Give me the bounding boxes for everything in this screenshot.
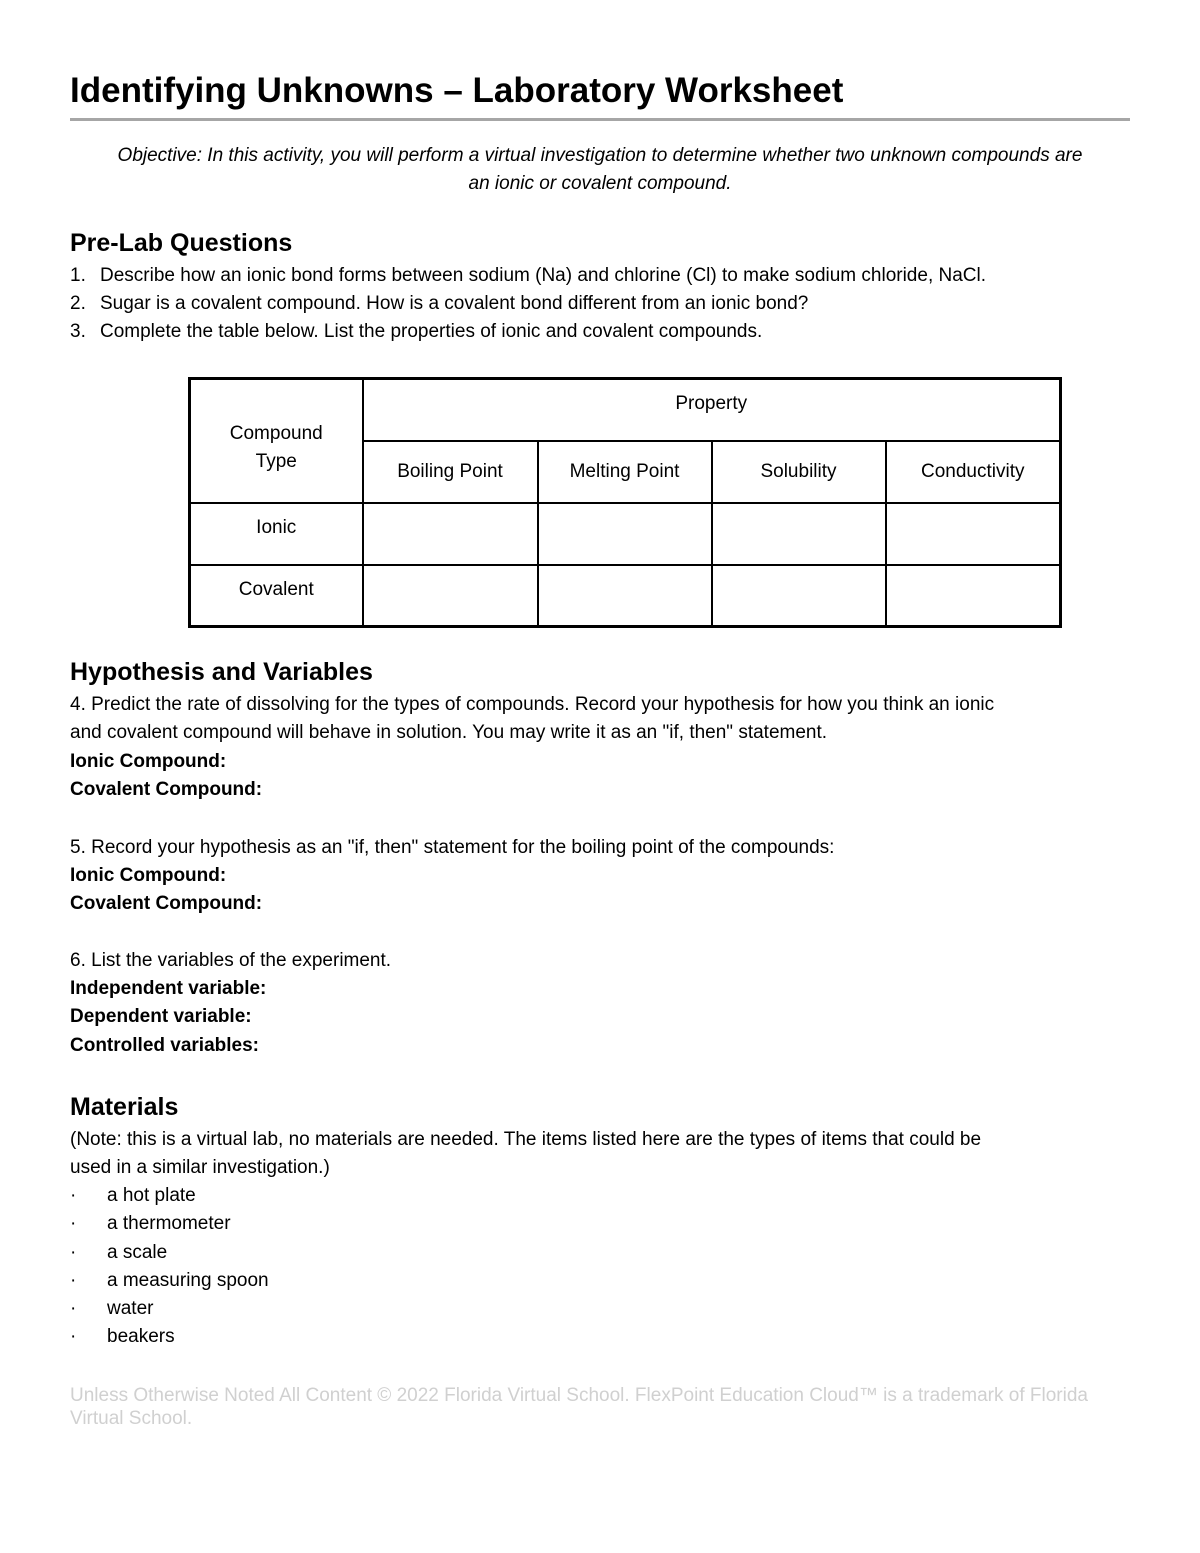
table-cell[interactable] bbox=[712, 565, 886, 627]
prelab-question bbox=[70, 262, 986, 290]
list-item bbox=[70, 1210, 231, 1238]
list-item bbox=[70, 1267, 269, 1295]
properties-table bbox=[188, 377, 1062, 628]
question-text: Complete the table below. List the properties of ionic and covalent compounds. bbox=[100, 321, 763, 342]
question-text: Describe how an ionic bond forms between sodium (Na) and chlorine (Cl) to make sodium chloride, NaCl. bbox=[100, 265, 987, 286]
q4-covalent-label: Covalent Compound: bbox=[70, 779, 263, 800]
bullet-icon: · bbox=[70, 1185, 77, 1206]
material-item: beakers bbox=[107, 1326, 175, 1347]
prelab-heading: Pre-Lab Questions bbox=[70, 229, 293, 257]
page-title: Identifying Unknowns – Laboratory Worksheet bbox=[70, 71, 844, 110]
property-group-header: Property bbox=[363, 379, 1061, 441]
list-item bbox=[70, 1182, 196, 1210]
question-4-line-1: 4. Predict the rate of dissolving for the types of compounds. Record your hypothesis for how you think an ionic bbox=[70, 694, 995, 715]
question-number: 2. bbox=[70, 293, 86, 314]
prelab-question bbox=[70, 318, 762, 346]
table-cell[interactable] bbox=[538, 565, 712, 627]
column-header-melting-point: Melting Point bbox=[538, 441, 712, 503]
hypothesis-heading: Hypothesis and Variables bbox=[70, 658, 373, 686]
materials-note-line-1: (Note: this is a virtual lab, no materials are needed. The items listed here are the types of items that could be bbox=[70, 1129, 982, 1150]
bullet-icon: · bbox=[70, 1242, 77, 1263]
material-item: a scale bbox=[107, 1242, 168, 1263]
question-5: 5. Record your hypothesis as an "if, then" statement for the boiling point of the compounds: bbox=[70, 837, 835, 858]
q5-covalent-label: Covalent Compound: bbox=[70, 893, 263, 914]
bullet-icon: · bbox=[70, 1270, 77, 1291]
question-number: 3. bbox=[70, 321, 86, 342]
table-cell[interactable] bbox=[363, 565, 538, 627]
compound-type-header: Compound Type bbox=[190, 379, 363, 503]
table-cell[interactable] bbox=[886, 503, 1061, 565]
question-6: 6. List the variables of the experiment. bbox=[70, 950, 392, 971]
bullet-icon: · bbox=[70, 1213, 77, 1234]
independent-variable-label: Independent variable: bbox=[70, 978, 267, 999]
table-row bbox=[190, 565, 1061, 627]
material-item: a thermometer bbox=[107, 1213, 231, 1234]
row-label-covalent: Covalent bbox=[190, 565, 363, 627]
list-item bbox=[70, 1239, 167, 1267]
list-item bbox=[70, 1295, 153, 1323]
question-text: Sugar is a covalent compound. How is a covalent bond different from an ionic bond? bbox=[100, 293, 809, 314]
table-cell[interactable] bbox=[363, 503, 538, 565]
controlled-variables-label: Controlled variables: bbox=[70, 1035, 259, 1056]
question-4-line-2: and covalent compound will behave in solution. You may write it as an "if, then" statement. bbox=[70, 722, 828, 743]
material-item: water bbox=[107, 1298, 154, 1319]
question-number: 1. bbox=[70, 265, 86, 286]
prelab-question bbox=[70, 290, 808, 318]
table-cell[interactable] bbox=[538, 503, 712, 565]
column-header-conductivity: Conductivity bbox=[886, 441, 1061, 503]
material-item: a measuring spoon bbox=[107, 1270, 269, 1291]
column-header-boiling-point: Boiling Point bbox=[363, 441, 538, 503]
row-label-ionic: Ionic bbox=[190, 503, 363, 565]
q4-ionic-label: Ionic Compound: bbox=[70, 751, 227, 772]
title-divider bbox=[70, 118, 1130, 121]
materials-heading: Materials bbox=[70, 1093, 179, 1121]
objective-text: Objective: In this activity, you will perform a virtual investigation to determine whether two unknown compounds are an ionic or covalent compound. bbox=[117, 145, 1083, 194]
table-cell[interactable] bbox=[886, 565, 1061, 627]
materials-note-line-2: used in a similar investigation.) bbox=[70, 1157, 330, 1178]
copyright-footer: Unless Otherwise Noted All Content © 2022 Florida Virtual School. FlexPoint Education Cloud™ is a trademark of Florida Virtual School. bbox=[70, 1385, 1088, 1429]
bullet-icon: · bbox=[70, 1298, 77, 1319]
q5-ionic-label: Ionic Compound: bbox=[70, 865, 227, 886]
dependent-variable-label: Dependent variable: bbox=[70, 1006, 252, 1027]
table-cell[interactable] bbox=[712, 503, 886, 565]
bullet-icon: · bbox=[70, 1326, 77, 1347]
list-item bbox=[70, 1323, 175, 1351]
material-item: a hot plate bbox=[107, 1185, 196, 1206]
table-row bbox=[190, 503, 1061, 565]
column-header-solubility: Solubility bbox=[712, 441, 886, 503]
